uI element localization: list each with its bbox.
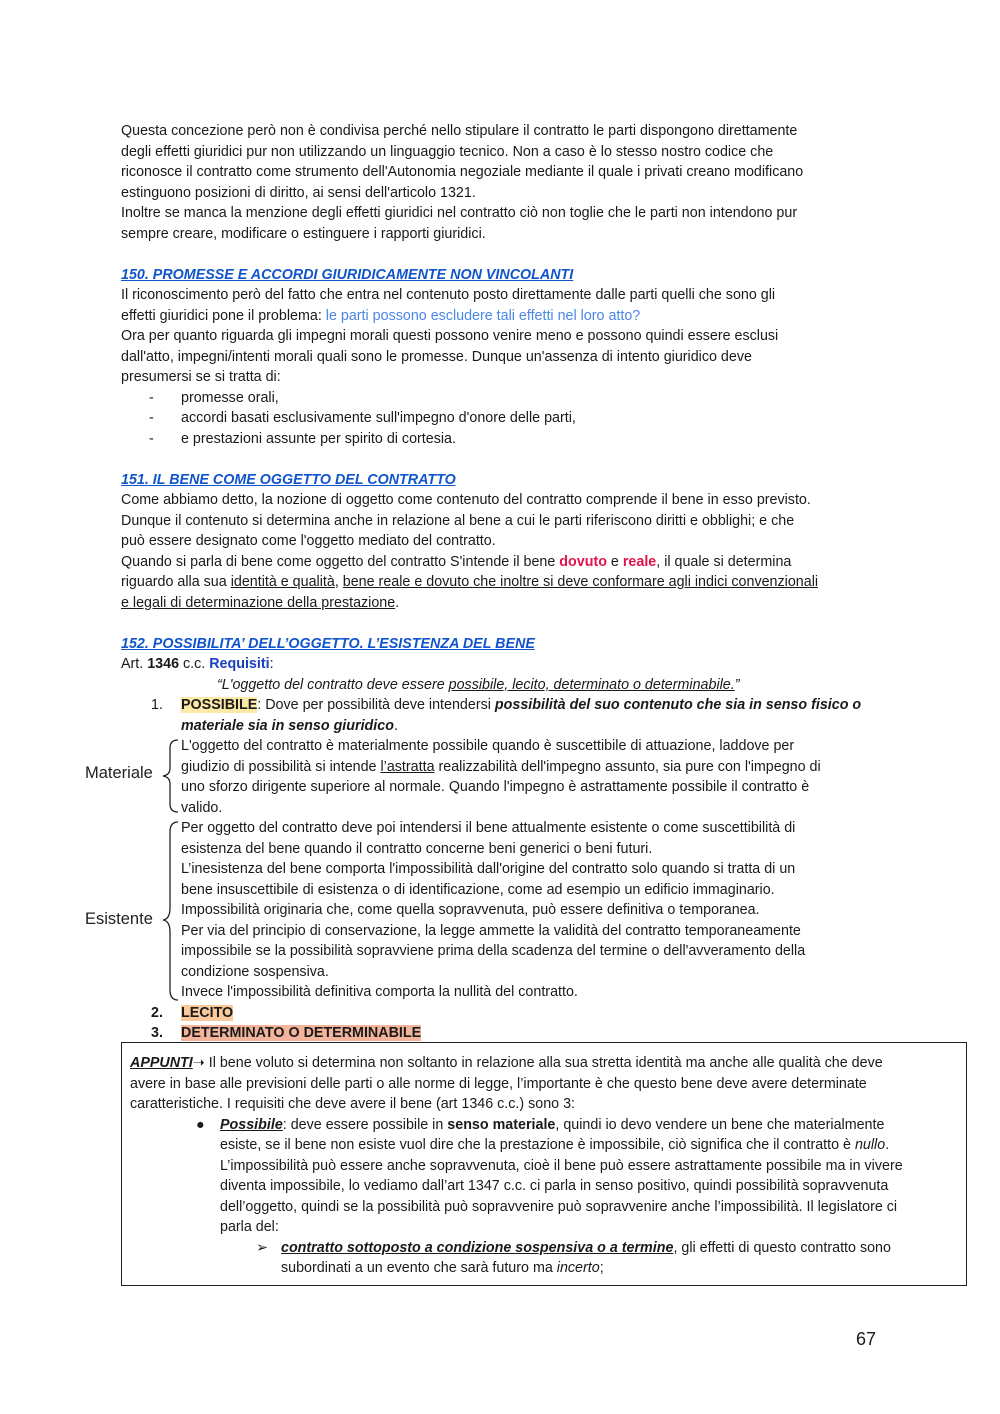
numbered-item-determinato: 3. DETERMINATO O DETERMINABILE bbox=[151, 1025, 422, 1041]
brace-esistente-icon bbox=[158, 820, 182, 1002]
appunti-box: APPUNTI➝ Il bene voluto si determina non soltanto in relazione alla sua stretta identità ma anche alle qualità che deve avere in base alle previsioni delle parti o alle norme di legge, l’importante è che questo bene deve avere determinate caratteristiche. I requisiti che deve avere il bene (art 1346 c.c.) sono 3: ● Possibile: deve essere possibile in senso materiale, quindi io devo vendere un bene che materialmente esiste, se il bene non esiste vuol dire che la prestazione è impossibile, ciò significa che il contratto è nullo. L’impossibilità può essere anche sopravvenuta, cioè il bene può essere astrattamente possibile ma in vivere diventa impossibile, lo vediamo dall’art 1347 c.c. ci parla in senso positivo, quindi possibilità sopravvenuta dell’oggetto, quindi se la possibilità può sopravvenire può sopravvenire anche l’impossibilità. Il legislatore ci parla del: ➢ contratto sottoposto a condizione sospensiva o a termine, gli effetti di questo contratto sono subordinati a un evento che sarà futuro ma incerto; bbox=[121, 1042, 967, 1286]
esistente-block: Per oggetto del contratto deve poi intendersi il bene attualmente esistente o come suscettibilità di esistenza del bene quando il contratto concerne beni generici o beni futuri. L’inesistenza del bene comporta l'impossibilità dall'origine del contratto solo quando si tratta di un bene insuscettibile di esistenza o di identificazione, come ad esempio un edificio immaginario. Impossibilità originaria che, come quella sopravvenuta, può essere definitiva o temporanea. Per via del principio di conservazione, la legge ammette la validità del contratto temporaneamente impossibile se la possibilità sopravviene prima della scadenza del termine o dell'avveramento della condizione sospensiva. Invece l'impossibilità definitiva comporta la nullità del contratto. bbox=[181, 820, 806, 1000]
arrow-bullet-icon: ➢ bbox=[256, 1239, 268, 1256]
text-line: Il riconoscimento però del fatto che entra nel contenuto posto direttamente dalle parti quelli che sono gli bbox=[121, 287, 776, 303]
text-line: dall'atto, impegni/intenti morali quali sono le promesse. Dunque un'assenza di intento giuridico deve bbox=[121, 348, 752, 365]
side-label-materiale: Materiale bbox=[85, 764, 153, 782]
text-line: degli effetti giuridici pur non utilizzando un linguaggio tecnico. Non a caso è lo stesso nostro codice che bbox=[121, 143, 774, 160]
appunti-intro: APPUNTI➝ Il bene voluto si determina non soltanto in relazione alla sua stretta identità ma anche alle qualità che deve bbox=[130, 1055, 883, 1071]
text-line: Dunque il contenuto si determina anche in relazione al bene a cui le parti riferiscono diritti e obblighi; e che bbox=[121, 512, 795, 529]
brace-materiale-icon bbox=[158, 738, 182, 814]
list-item: ➢ contratto sottoposto a condizione sospensiva o a termine, gli effetti di questo contratto sono subordinati a un evento che sarà futuro ma incerto; bbox=[256, 1239, 891, 1276]
section-heading-151: 151. IL BENE COME OGGETTO DEL CONTRATTO bbox=[121, 471, 456, 488]
keyword-reale: reale bbox=[622, 553, 657, 570]
question-highlight: le parti possono escludere tali effetti nel loro atto? bbox=[325, 307, 641, 324]
text-line: sempre creare, modificare o estinguere i rapporti giuridici. bbox=[121, 225, 486, 242]
highlight-determinato: DETERMINATO O DETERMINABILE bbox=[181, 1025, 422, 1041]
arrow-icon: ➝ bbox=[192, 1055, 205, 1071]
numbered-item-lecito: 2. LECITO bbox=[151, 1004, 234, 1021]
article-quote: “L'oggetto del contratto deve essere possibile, lecito, determinato o determinabile.” bbox=[217, 676, 740, 693]
text-line: e legali di determinazione della prestazione. bbox=[121, 594, 400, 611]
intro-paragraph bbox=[121, 121, 881, 244]
list-item: - accordi basati esclusivamente sull'impegno d'onore delle parti, bbox=[149, 408, 881, 429]
list-item: - promesse orali, bbox=[149, 388, 881, 409]
text-line: Questa concezione però non è condivisa perché nello stipulare il contratto le parti dispongono direttamente bbox=[121, 123, 798, 139]
list-item: - e prestazioni assunte per spirito di cortesia. bbox=[149, 429, 881, 450]
appunti-label: APPUNTI bbox=[130, 1055, 193, 1071]
side-label-esistente: Esistente bbox=[85, 910, 153, 928]
text-line: può essere designato come l'oggetto mediato del contratto. bbox=[121, 533, 496, 549]
text-line: presumersi se si tratta di: bbox=[121, 369, 281, 385]
page-body bbox=[121, 121, 881, 1044]
text-line: Ora per quanto riguarda gli impegni morali questi possono venire meno e possono quindi essere esclusi bbox=[121, 328, 779, 344]
text-line: riguardo alla sua identità e qualità, bene reale e dovuto che inoltre si deve conformare agli indici convenzionali bbox=[121, 574, 819, 590]
page-number: 67 bbox=[856, 1329, 877, 1349]
text-line: Come abbiamo detto, la nozione di oggetto come contenuto del contratto comprende il bene in esso previsto. bbox=[121, 492, 811, 508]
materiale-block: L'oggetto del contratto è materialmente possibile quando è suscettibile di attuazione, laddove per giudizio di possibilità si intende l’astratta realizzabilità dell'impegno assunto, sia pure con l'impegno di uno sforzo dirigente superiore al normale. Quando l'impegno è astrattamente possibile il contratto è valido. bbox=[181, 738, 821, 816]
text-line: riconosce il contratto come strumento dell'Autonomia negoziale mediante il quale i privati creano modificano bbox=[121, 164, 804, 180]
text-line: Inoltre se manca la menzione degli effetti giuridici nel contratto ciò non toglie che le parti non intendono pur bbox=[121, 205, 798, 221]
text-line: effetti giuridici pone il problema: le parti possono escludere tali effetti nel loro atto? bbox=[121, 307, 641, 324]
article-reference: Art. 1346 c.c. Requisiti: bbox=[121, 656, 274, 672]
section-heading-152: 152. POSSIBILITA’ DELL’OGGETTO. L’ESISTENZA DEL BENE bbox=[121, 635, 535, 652]
text-line: Quando si parla di bene come oggetto del contratto S'intende il bene dovuto e reale, il quale si determina bbox=[121, 553, 792, 570]
highlight-possibile: POSSIBILE bbox=[181, 697, 258, 713]
dash-list bbox=[121, 388, 881, 450]
list-item: ● Possibile: deve essere possibile in senso materiale, quindi io devo vendere un bene che materialmente esiste, se il bene non esiste vuol dire che la prestazione è impossibile, ciò significa che il contratto è nullo. L’impossibilità può essere anche sopravvenuta, cioè il bene può essere astrattamente possibile ma in vivere diventa impossibile, lo vediamo dall’art 1347 c.c. ci parla in senso positivo, quindi possibilità sopravvenuta dell’oggetto, quindi se la possibilità può sopravvenire può sopravvenire anche l’impossibilità. Il legislatore ci parla del: bbox=[196, 1116, 903, 1235]
section-heading-150: 150. PROMESSE E ACCORDI GIURIDICAMENTE NON VINCOLANTI bbox=[121, 266, 574, 283]
bullet-icon: ● bbox=[196, 1116, 205, 1133]
text-line: estinguono posizioni di diritto, ai sensi dell'articolo 1321. bbox=[121, 184, 476, 201]
highlight-lecito: LECITO bbox=[181, 1004, 234, 1021]
numbered-item-possibile: 1. POSSIBILE: Dove per possibilità deve intendersi possibilità del suo contenuto che sia in senso fisico o materiale sia in senso giuridico. bbox=[151, 697, 862, 734]
keyword-dovuto: dovuto bbox=[559, 553, 607, 570]
